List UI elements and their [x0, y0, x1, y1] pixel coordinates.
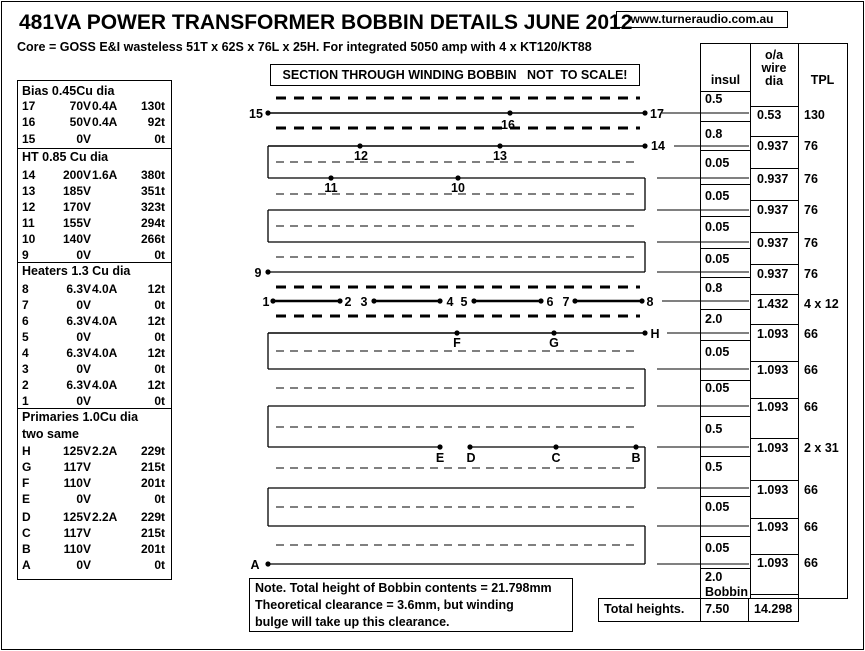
tap-label: B — [631, 451, 641, 465]
table-divider — [750, 44, 751, 598]
turns: 201t — [140, 476, 165, 490]
tpl-value: 2 x 31 — [804, 441, 839, 455]
tap-point — [270, 298, 275, 303]
current: 1.6A — [92, 168, 118, 182]
tap-label: E — [22, 492, 31, 506]
tpl-value: 66 — [804, 363, 818, 377]
table-rule — [701, 150, 750, 151]
wire-dia-value: 1.093 — [757, 327, 789, 341]
table-rule — [750, 398, 798, 399]
table-rule — [750, 232, 798, 233]
tap-label: 13 — [493, 149, 507, 163]
voltage: 6.3V — [66, 282, 91, 296]
tap-label: 8 — [22, 282, 29, 296]
totals-wire: 14.298 — [754, 602, 793, 616]
insul-value: 0.5 — [705, 92, 723, 106]
tap-label: C — [551, 451, 561, 465]
table-rule — [750, 136, 798, 137]
turns: 0t — [154, 558, 165, 572]
insul-value: 0.5 — [705, 422, 723, 436]
table-rule — [750, 518, 798, 519]
voltage: 0V — [76, 298, 91, 312]
turns: 215t — [140, 460, 165, 474]
insul-value: 0.05 — [705, 541, 730, 555]
tap-point — [454, 330, 459, 335]
table-rule — [701, 568, 750, 569]
insul-value: 0.5 — [705, 460, 723, 474]
table-rule — [701, 216, 750, 217]
tap-label: 4 — [446, 295, 454, 309]
tap-label: 8 — [646, 295, 654, 309]
tpl-value: 66 — [804, 556, 818, 570]
current: 4.0A — [92, 282, 118, 296]
tap-label: 10 — [22, 232, 36, 246]
voltage: 185V — [62, 184, 91, 198]
turns: 294t — [140, 216, 165, 230]
voltage: 200V — [62, 168, 91, 182]
voltage: 0V — [76, 362, 91, 376]
table-rule — [750, 438, 798, 439]
tap-label: B — [22, 542, 31, 556]
tpl-value: 130 — [804, 108, 825, 122]
tap-label: 14 — [22, 168, 36, 182]
tpl-header: TPL — [810, 73, 835, 87]
voltage: 0V — [76, 492, 91, 506]
tap-label: A — [22, 558, 31, 572]
table-divider — [798, 44, 799, 598]
tpl-value: 76 — [804, 236, 818, 250]
tap-label: 9 — [22, 248, 29, 262]
totals-insul: 7.50 — [705, 602, 730, 616]
note-line: Theoretical clearance = 3.6mm, but winding — [255, 598, 514, 612]
tap-point — [551, 330, 556, 335]
voltage: 155V — [62, 216, 91, 230]
table-rule — [750, 200, 798, 201]
wire-dia-value: 1.093 — [757, 363, 789, 377]
tap-label: 2 — [22, 378, 29, 392]
wire-dia-value: 1.093 — [757, 520, 789, 534]
insul-value: 0.8 — [705, 281, 723, 295]
tap-point — [471, 298, 476, 303]
wire-dia-value: 0.937 — [757, 203, 789, 217]
wire-dia-value: 0.53 — [757, 108, 782, 122]
tap-label: 17 — [22, 99, 36, 113]
tap-point — [642, 330, 647, 335]
tap-point — [455, 175, 460, 180]
voltage: 6.3V — [66, 314, 91, 328]
tap-point — [357, 143, 362, 148]
tap-label: F — [453, 336, 461, 350]
voltage: 0V — [76, 248, 91, 262]
voltage: 0V — [76, 132, 91, 146]
turns: 0t — [154, 298, 165, 312]
tap-label: F — [22, 476, 30, 490]
layer-table — [700, 43, 848, 599]
tap-point — [437, 444, 442, 449]
tap-point — [538, 298, 543, 303]
tap-label: 12 — [22, 200, 36, 214]
table-rule — [750, 480, 798, 481]
tap-label: 16 — [501, 118, 515, 132]
table-rule — [750, 554, 798, 555]
tap-label: H — [650, 327, 660, 341]
tap-label: 9 — [254, 266, 262, 280]
table-rule — [750, 294, 798, 295]
insul-value: 2.0 — [705, 312, 723, 326]
tap-point — [265, 269, 270, 274]
current: 4.0A — [92, 346, 118, 360]
tap-point — [265, 110, 270, 115]
insul-value: 0.8 — [705, 127, 723, 141]
tap-label: 1 — [22, 394, 29, 408]
table-rule — [701, 184, 750, 185]
turns: 323t — [140, 200, 165, 214]
note-line: Note. Total height of Bobbin contents = 21.798mm — [255, 581, 552, 595]
tap-label: 11 — [324, 181, 338, 195]
tap-label: 13 — [22, 184, 36, 198]
insul-value: 0.05 — [705, 345, 730, 359]
tap-point — [633, 444, 638, 449]
current: 4.0A — [92, 314, 118, 328]
turns: 380t — [140, 168, 165, 182]
current: 0.4A — [92, 99, 118, 113]
tap-label: D — [466, 451, 476, 465]
wire-dia-value: 0.937 — [757, 139, 789, 153]
wire-dia-value: 0.937 — [757, 236, 789, 250]
tap-label: 3 — [22, 362, 29, 376]
tap-label: D — [22, 510, 31, 524]
voltage: 70V — [69, 99, 91, 113]
table-rule — [750, 361, 798, 362]
tpl-value: 66 — [804, 483, 818, 497]
table-rule — [701, 121, 750, 122]
turns: 0t — [154, 492, 165, 506]
wire-dia-value: 0.937 — [757, 172, 789, 186]
tpl-value: 66 — [804, 520, 818, 534]
turns: 215t — [140, 526, 165, 540]
voltage: 6.3V — [66, 378, 91, 392]
totals-divider — [748, 599, 749, 621]
totals-divider — [700, 599, 701, 621]
insul-value: 0.05 — [705, 252, 730, 266]
tap-point — [642, 143, 647, 148]
winding-header: two same — [22, 427, 79, 441]
note-box — [249, 578, 573, 632]
website-box: www.turneraudio.com.au — [616, 11, 788, 28]
page-title: 481VA POWER TRANSFORMER BOBBIN DETAILS JUNE 2012 — [19, 11, 633, 34]
turns: 0t — [154, 362, 165, 376]
tpl-value: 76 — [804, 267, 818, 281]
tap-point — [507, 110, 512, 115]
insul-value: 0.05 — [705, 381, 730, 395]
voltage: 110V — [63, 476, 91, 490]
current: 4.0A — [92, 378, 118, 392]
voltage: 117V — [63, 460, 91, 474]
turns: 229t — [140, 510, 165, 524]
tap-point — [572, 298, 577, 303]
tap-label: 15 — [22, 132, 36, 146]
tap-label: 6 — [22, 314, 29, 328]
tap-point — [467, 444, 472, 449]
voltage: 0V — [76, 330, 91, 344]
table-rule — [701, 277, 750, 278]
wire-dia-header-line: wire — [761, 61, 787, 75]
tap-label: 15 — [249, 107, 263, 121]
tap-label: C — [22, 526, 31, 540]
table-rule — [750, 106, 798, 107]
wire-dia-header — [750, 49, 798, 88]
wire-dia-value: 1.093 — [757, 483, 789, 497]
tap-label: 17 — [650, 107, 664, 121]
current: 2.2A — [92, 444, 118, 458]
wire-dia-header-line: dia — [764, 74, 784, 88]
turns: 12t — [147, 314, 165, 328]
tap-point — [328, 175, 333, 180]
voltage: 125V — [62, 444, 91, 458]
tap-label: 5 — [460, 295, 468, 309]
tap-label: 10 — [451, 181, 465, 195]
note-line: bulge will take up this clearance. — [255, 615, 450, 629]
insul-value: 2.0 — [705, 570, 723, 584]
turns: 130t — [140, 99, 165, 113]
tap-point — [642, 110, 647, 115]
insul-header: insul — [710, 73, 741, 87]
turns: 201t — [140, 542, 165, 556]
tpl-value: 4 x 12 — [804, 297, 839, 311]
voltage: 110V — [63, 542, 91, 556]
wire-dia-value: 1.093 — [757, 556, 789, 570]
tap-label: 1 — [262, 295, 270, 309]
tap-label: 14 — [651, 139, 665, 153]
core-description: Core = GOSS E&I wasteless 51T x 62S x 76L x 25H. For integrated 5050 amp with 4 x KT120/KT88 — [17, 40, 592, 54]
voltage: 6.3V — [66, 346, 91, 360]
tap-label: 7 — [562, 295, 570, 309]
tap-label: 16 — [22, 115, 36, 129]
section-label: SECTION THROUGH WINDING BOBBIN NOT TO SCALE! — [270, 64, 640, 86]
insul-value: 0.05 — [705, 500, 730, 514]
table-rule — [701, 248, 750, 249]
tap-label: A — [250, 558, 260, 572]
wire-dia-value: 1.093 — [757, 441, 789, 455]
tap-label: H — [22, 444, 31, 458]
tap-label: 3 — [360, 295, 368, 309]
insul-value: 0.05 — [705, 189, 730, 203]
turns: 0t — [154, 330, 165, 344]
tap-point — [337, 298, 342, 303]
voltage: 140V — [62, 232, 91, 246]
table-rule — [750, 264, 798, 265]
tap-label: 4 — [22, 346, 29, 360]
table-rule — [701, 496, 750, 497]
tap-point — [371, 298, 376, 303]
tap-point — [553, 444, 558, 449]
tap-label: 11 — [22, 216, 35, 230]
tap-point — [437, 298, 442, 303]
tap-label: 12 — [354, 149, 368, 163]
turns: 229t — [140, 444, 165, 458]
tap-label: G — [22, 460, 32, 474]
tpl-value: 66 — [804, 400, 818, 414]
turns: 0t — [154, 394, 165, 408]
tap-point — [265, 561, 270, 566]
winding-header: Bias 0.45Cu dia — [22, 84, 115, 98]
tap-label: E — [435, 451, 445, 465]
voltage: 117V — [63, 526, 91, 540]
insul-value: 0.05 — [705, 156, 730, 170]
table-rule — [701, 91, 750, 92]
tpl-value: 76 — [804, 172, 818, 186]
table-rule — [750, 324, 798, 325]
current: 2.2A — [92, 510, 118, 524]
winding-header: HT 0.85 Cu dia — [22, 150, 109, 164]
wire-dia-value: 1.093 — [757, 400, 789, 414]
winding-header: Primaries 1.0Cu dia — [22, 410, 139, 424]
turns: 0t — [154, 132, 165, 146]
voltage: 0V — [76, 558, 91, 572]
table-rule — [701, 456, 750, 457]
table-rule — [701, 340, 750, 341]
totals-row — [598, 598, 799, 622]
turns: 266t — [140, 232, 165, 246]
voltage: 125V — [62, 510, 91, 524]
turns: 12t — [147, 346, 165, 360]
turns: 351t — [140, 184, 165, 198]
turns: 12t — [147, 378, 165, 392]
tap-label: 6 — [546, 295, 554, 309]
wire-dia-value: 1.432 — [757, 297, 789, 311]
tpl-value: 76 — [804, 203, 818, 217]
current: 0.4A — [92, 115, 118, 129]
tap-label: 2 — [344, 295, 352, 309]
table-rule — [750, 168, 798, 169]
tap-point — [497, 143, 502, 148]
table-rule — [701, 416, 750, 417]
tap-label: 7 — [22, 298, 29, 312]
totals-label: Total heights. — [604, 602, 685, 616]
turns: 0t — [154, 248, 165, 262]
table-rule — [750, 594, 798, 595]
voltage: 50V — [69, 115, 91, 129]
turns: 12t — [147, 282, 165, 296]
tpl-value: 76 — [804, 139, 818, 153]
tap-label: G — [549, 336, 559, 350]
wire-dia-header-line: o/a — [764, 48, 784, 62]
tpl-value: 66 — [804, 327, 818, 341]
insul-value: Bobbin — [705, 585, 749, 599]
insul-value: 0.05 — [705, 220, 730, 234]
voltage: 170V — [62, 200, 91, 214]
table-rule — [701, 309, 750, 310]
table-rule — [701, 380, 750, 381]
voltage: 0V — [76, 394, 91, 408]
turns: 92t — [147, 115, 165, 129]
table-rule — [701, 536, 750, 537]
winding-header: Heaters 1.3 Cu dia — [22, 264, 131, 278]
tap-label: 5 — [22, 330, 29, 344]
wire-dia-value: 0.937 — [757, 267, 789, 281]
tap-point — [639, 298, 644, 303]
